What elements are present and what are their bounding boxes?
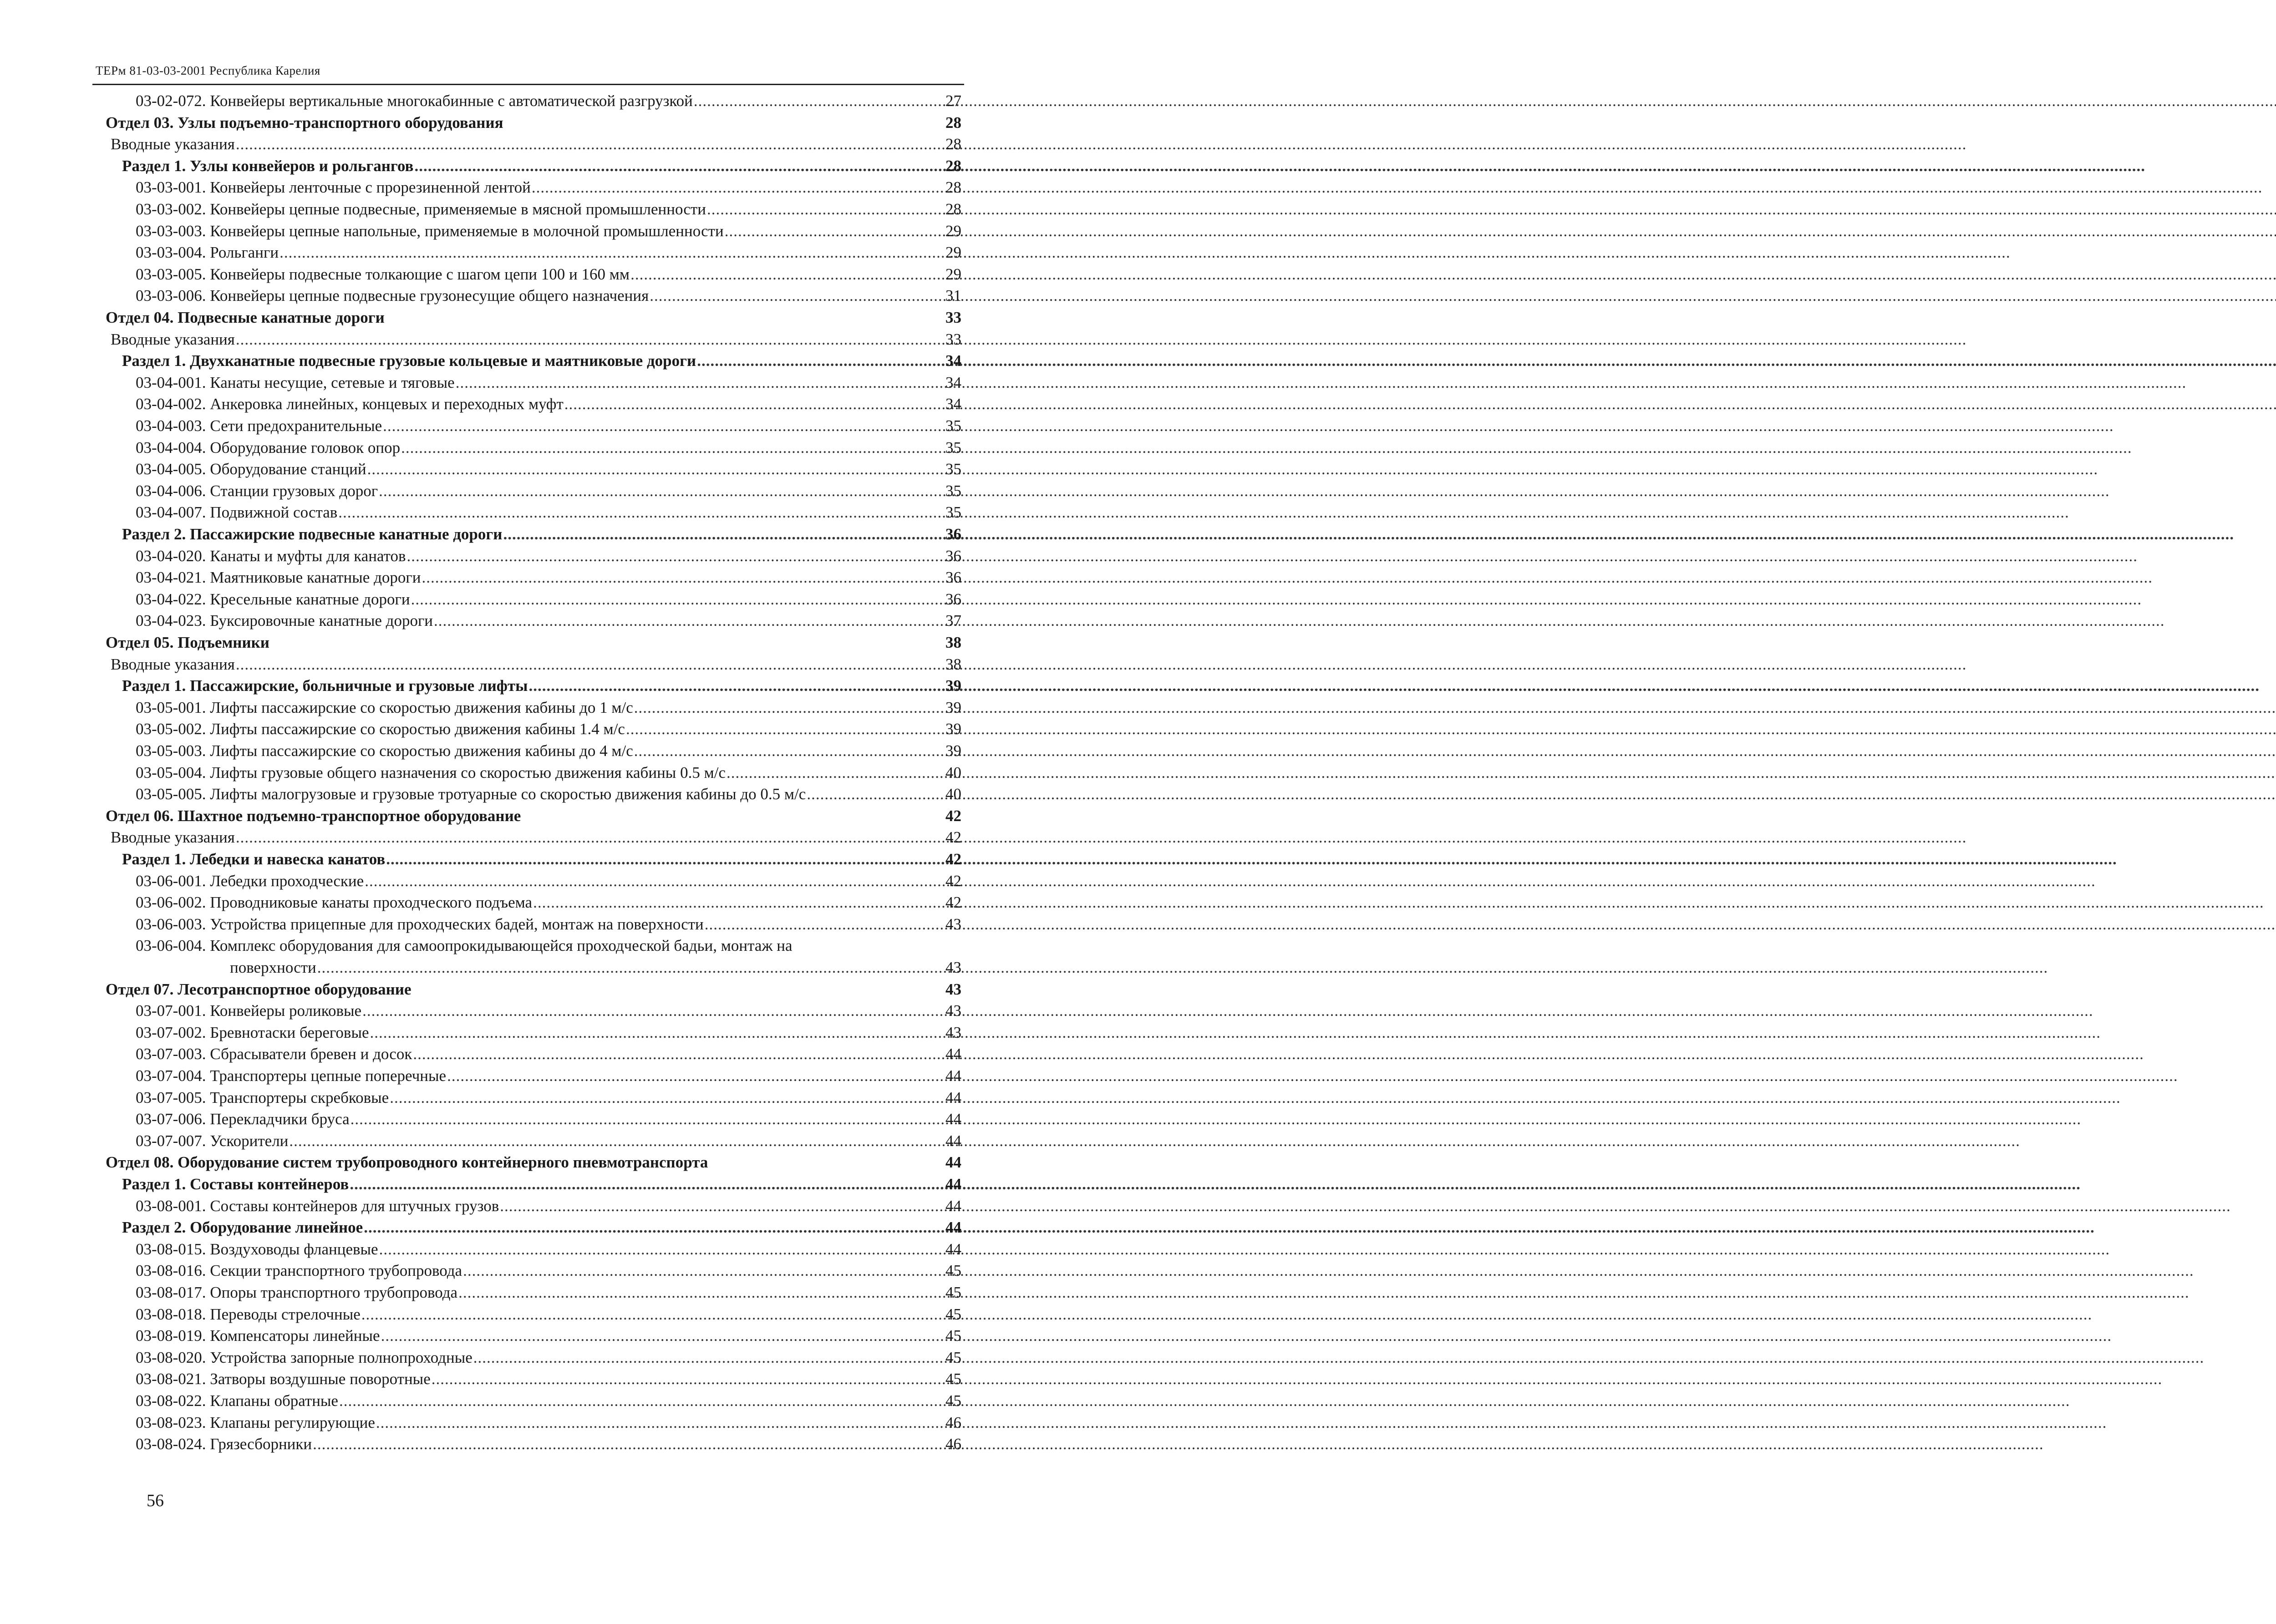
dot-leader <box>807 783 945 805</box>
toc-page-number: 28 <box>945 200 961 218</box>
toc-entry <box>136 90 961 112</box>
toc-entry-label: Раздел 2. Пассажирские подвесные канатные дороги <box>122 525 503 543</box>
toc-subsection-heading <box>122 523 961 545</box>
dot-leader <box>390 1087 945 1108</box>
toc-entry-label: 03-04-003. Сети предохранительные <box>136 417 382 435</box>
toc-page-number: 43 <box>945 1023 961 1041</box>
toc-page-number: 39 <box>945 698 961 716</box>
toc-page-number: 33 <box>945 330 961 348</box>
toc-entry <box>136 502 961 523</box>
dot-leader <box>726 762 945 783</box>
toc-entry-label: 03-03-003. Конвейеры цепные напольные, применяемые в молочной промышленности <box>136 222 724 240</box>
toc-page-number: 45 <box>945 1327 961 1345</box>
toc-page-number: 33 <box>945 309 961 326</box>
dot-leader <box>362 1000 945 1021</box>
toc-page-number: 34 <box>945 373 961 391</box>
dot-leader <box>434 610 945 631</box>
dot-leader <box>386 848 945 870</box>
toc-subsection-heading <box>122 1217 961 1238</box>
dot-leader <box>705 914 945 935</box>
dot-leader <box>529 675 945 696</box>
toc-entry-label: 03-07-001. Конвейеры роликовые <box>136 1002 362 1020</box>
toc-entry-label: 03-08-018. Переводы стрелочные <box>136 1305 361 1323</box>
toc-entry <box>136 1390 961 1411</box>
toc-subsection-heading <box>122 155 961 177</box>
dot-leader <box>381 1325 945 1346</box>
toc-entry-label: 03-04-023. Буксировочные канатные дороги <box>136 612 433 630</box>
toc-page-number: 42 <box>945 828 961 847</box>
dot-leader <box>383 415 945 436</box>
toc-entry-label: 03-08-021. Затворы воздушные поворотные <box>136 1370 431 1388</box>
toc-entry <box>136 567 961 588</box>
toc-page-number: 35 <box>945 503 961 522</box>
toc-entry-label: 03-04-020. Канаты и муфты для канатов <box>136 547 406 565</box>
toc-page-number: 29 <box>945 222 961 240</box>
toc-page-number: 44 <box>945 1218 961 1237</box>
dot-leader <box>694 90 945 112</box>
dot-leader <box>650 285 945 306</box>
toc-entry-label: 03-07-002. Бревнотаски береговые <box>136 1023 369 1041</box>
toc-page-number: 43 <box>945 1002 961 1020</box>
toc-page-number: 44 <box>945 1240 961 1258</box>
toc-entry-label: Раздел 1. Узлы конвейеров и рольгангов <box>122 157 414 175</box>
toc-page-number: 36 <box>945 525 961 543</box>
toc-page-number: 38 <box>945 634 961 651</box>
toc-page-number: 44 <box>945 1045 961 1063</box>
dot-leader <box>289 1130 945 1152</box>
toc-entry-label: Раздел 2. Оборудование линейное <box>122 1218 363 1237</box>
toc-entry <box>136 1304 961 1325</box>
dot-leader <box>379 1238 945 1260</box>
toc-entry-label: Раздел 1. Лебедки и навеска канатов <box>122 850 386 868</box>
toc-page-number: 29 <box>945 244 961 262</box>
toc-page-number: 29 <box>945 265 961 283</box>
toc-entry-label: 03-05-003. Лифты пассажирские со скоростью движения кабины до 4 м/с <box>136 742 633 760</box>
toc-page-number: 36 <box>945 568 961 587</box>
dot-leader <box>414 155 945 177</box>
toc-entry-label: Отдел 04. Подвесные канатные дороги <box>106 309 385 326</box>
toc-entry-label: 03-02-072. Конвейеры вертикальные многокабинные с автоматической разгрузкой <box>136 92 693 110</box>
dot-leader <box>456 372 945 393</box>
toc-page-number: 45 <box>945 1348 961 1366</box>
toc-page-number: 28 <box>945 135 961 153</box>
toc-entry-label: поверхности <box>230 959 316 976</box>
toc-entry-label: Вводные указания <box>111 828 235 847</box>
toc-section-heading <box>106 307 961 328</box>
toc-entry: 03-06-004. Комплекс оборудования для самоопрокидывающейся проходческой бадьи, монтаж на <box>136 937 793 955</box>
toc-entry <box>136 740 961 761</box>
toc-entry-label: Отдел 08. Оборудование систем трубопроводного контейнерного пневмотранспорта <box>106 1153 708 1172</box>
dot-leader <box>725 220 945 242</box>
toc-page-number: 44 <box>945 1153 961 1172</box>
toc-entry-label: 03-08-016. Секции транспортного трубопровода <box>136 1262 462 1280</box>
toc-page-number: 45 <box>945 1392 961 1410</box>
toc-page-number: 46 <box>945 1435 961 1453</box>
toc-page-number: 44 <box>945 1132 961 1150</box>
toc-page-number: 34 <box>945 395 961 413</box>
toc-entry-label: 03-04-004. Оборудование головок опор <box>136 438 401 457</box>
toc-entry-label: 03-03-004. Рольганги <box>136 244 279 262</box>
toc-page-number: 40 <box>945 763 961 782</box>
dot-leader <box>432 1368 945 1390</box>
toc-page-number: 27 <box>945 92 961 110</box>
toc-entry-label: 03-08-020. Устройства запорные полнопроходные <box>136 1348 472 1366</box>
toc-page-number: 42 <box>945 893 961 912</box>
toc-page-number: 28 <box>945 113 961 132</box>
toc-entry <box>111 654 961 675</box>
toc-page-number: 42 <box>945 807 961 825</box>
dot-leader <box>697 350 945 371</box>
toc-page-number: 40 <box>945 785 961 803</box>
dot-leader <box>364 1217 945 1238</box>
toc-entry <box>136 870 961 892</box>
toc-page-number: 34 <box>945 352 961 370</box>
toc-entry <box>136 1022 961 1043</box>
toc-section-heading <box>106 805 961 827</box>
toc-entry-label: 03-04-005. Оборудование станций <box>136 460 366 478</box>
toc-page-number: 39 <box>945 677 961 695</box>
toc-page-number: 36 <box>945 547 961 565</box>
toc-section-heading <box>106 112 961 133</box>
toc-page-number: 45 <box>945 1284 961 1301</box>
toc-entry <box>136 1087 961 1108</box>
dot-leader <box>350 1173 945 1195</box>
toc-entry-label: 03-08-024. Грязесборники <box>136 1435 312 1453</box>
toc-entry <box>136 610 961 631</box>
toc-entry-label: 03-08-017. Опоры транспортного трубопровода <box>136 1284 458 1301</box>
toc-subsection-heading <box>122 1173 961 1195</box>
toc-entry-label: 03-04-002. Анкеровка линейных, концевых и переходных муфт <box>136 395 564 413</box>
toc-page-number: 31 <box>945 287 961 305</box>
toc-entry <box>136 177 961 198</box>
dot-leader <box>630 264 945 285</box>
toc-entry-label: Вводные указания <box>111 135 235 153</box>
toc-entry-label: 03-08-022. Клапаны обратные <box>136 1392 338 1410</box>
toc-page-number: 42 <box>945 872 961 890</box>
toc-entry <box>136 762 961 783</box>
toc-entry-label: 03-04-006. Станции грузовых дорог <box>136 482 378 500</box>
toc-entry <box>136 545 961 567</box>
toc-entry-label: 03-08-019. Компенсаторы линейные <box>136 1327 380 1345</box>
toc-page-number: 28 <box>945 178 961 197</box>
toc-page-number: 35 <box>945 482 961 500</box>
toc-entry-label: 03-08-015. Воздуховоды фланцевые <box>136 1240 378 1258</box>
toc-entry <box>136 415 961 436</box>
toc-entry-label: 03-05-002. Лифты пассажирские со скоростью движения кабины 1.4 м/с <box>136 720 625 738</box>
toc-entry-label: 03-07-005. Транспортеры скребковые <box>136 1088 389 1106</box>
dot-leader <box>367 458 945 480</box>
toc-subsection-heading <box>122 675 961 696</box>
toc-entry-label: Отдел 06. Шахтное подъемно-транспортное оборудование <box>106 807 521 825</box>
dot-leader <box>279 242 945 263</box>
toc-entry-label: Раздел 1. Двухканатные подвесные грузовые кольцевые и маятниковые дороги <box>122 352 696 370</box>
toc-entry-label: 03-06-003. Устройства прицепные для проходческих бадей, монтаж на поверхности <box>136 915 704 933</box>
toc-entry-label: Отдел 07. Лесотранспортное оборудование <box>106 980 412 998</box>
dot-leader <box>447 1065 945 1086</box>
toc-entry-label: 03-04-007. Подвижной состав <box>136 503 338 522</box>
dot-leader <box>500 1195 945 1217</box>
toc-entry <box>136 198 961 220</box>
toc-entry <box>136 1065 961 1086</box>
toc-entry-label: Отдел 03. Узлы подъемно-транспортного оборудования <box>106 113 503 132</box>
toc-entry-label: 03-03-006. Конвейеры цепные подвесные грузонесущие общего назначения <box>136 287 649 305</box>
toc-page-number: 36 <box>945 590 961 608</box>
toc-page-number: 35 <box>945 460 961 478</box>
dot-leader <box>411 589 945 610</box>
toc-page-number: 44 <box>945 1110 961 1128</box>
toc-entry <box>111 329 961 350</box>
dot-leader <box>317 957 945 978</box>
toc-entry <box>111 133 961 155</box>
toc-entry <box>136 1000 961 1021</box>
toc-entry <box>136 285 961 306</box>
toc-entry-label: 03-07-004. Транспортеры цепные поперечные <box>136 1067 447 1085</box>
dot-leader <box>339 1390 945 1411</box>
toc-entry-label: Отдел 05. Подъемники <box>106 634 269 651</box>
toc-entry-label: 03-03-002. Конвейеры цепные подвесные, применяемые в мясной промышленности <box>136 200 706 218</box>
toc-entry-label: Вводные указания <box>111 330 235 348</box>
dot-leader <box>634 697 945 718</box>
toc-page-number: 28 <box>945 157 961 175</box>
dot-leader <box>532 177 945 198</box>
dot-leader <box>370 1022 945 1043</box>
toc-entry <box>136 697 961 718</box>
toc-entry <box>136 1130 961 1152</box>
dot-leader <box>361 1304 945 1325</box>
toc-entry <box>136 242 961 263</box>
toc-entry <box>136 1433 961 1455</box>
toc-entry-label: 03-08-023. Клапаны регулирующие <box>136 1413 375 1431</box>
toc-entry <box>136 393 961 415</box>
toc-page-number: 39 <box>945 720 961 738</box>
dot-leader <box>407 545 945 567</box>
dot-leader <box>236 329 945 350</box>
toc-entry-label: 03-08-001. Составы контейнеров для штучных грузов <box>136 1197 499 1215</box>
toc-page-number: 45 <box>945 1262 961 1280</box>
toc-entry-continuation <box>230 957 961 978</box>
dot-leader <box>458 1282 945 1303</box>
toc-entry <box>136 589 961 610</box>
dot-leader <box>707 198 945 220</box>
toc-entry <box>136 1195 961 1217</box>
toc-entry-label: Раздел 1. Составы контейнеров <box>122 1175 349 1193</box>
toc-page-number: 43 <box>945 980 961 998</box>
toc-page-number: 43 <box>945 959 961 976</box>
toc-entry <box>111 827 961 848</box>
toc-entry-label: 03-05-004. Лифты грузовые общего назначения со скоростью движения кабины 0.5 м/с <box>136 763 726 782</box>
toc-entry-label: 03-07-007. Ускорители <box>136 1132 289 1150</box>
dot-leader <box>379 480 945 502</box>
toc-entry <box>136 372 961 393</box>
toc-entry <box>136 892 961 913</box>
toc-page-number: 45 <box>945 1370 961 1388</box>
toc-entry-label: Раздел 1. Пассажирские, больничные и грузовые лифты <box>122 677 528 695</box>
toc-entry-label: 03-04-001. Канаты несущие, сетевые и тяговые <box>136 373 455 391</box>
toc-entry-label: 03-04-021. Маятниковые канатные дороги <box>136 568 421 587</box>
toc-section-heading <box>106 1152 961 1173</box>
dot-leader <box>236 827 945 848</box>
toc-subsection-heading <box>122 848 961 870</box>
dot-leader <box>236 654 945 675</box>
dot-leader <box>503 523 945 545</box>
toc-page-number: 35 <box>945 417 961 435</box>
toc-entry <box>136 264 961 285</box>
toc-entry-label: Вводные указания <box>111 655 235 673</box>
toc-entry <box>136 1043 961 1065</box>
toc-entry <box>136 480 961 502</box>
toc-page-number: 44 <box>945 1197 961 1215</box>
toc-page-number: 37 <box>945 612 961 630</box>
toc-page-number: 35 <box>945 438 961 457</box>
toc-page-number: 39 <box>945 742 961 760</box>
toc-entry-label: 03-04-022. Кресельные канатные дороги <box>136 590 410 608</box>
toc-page-number: 42 <box>945 850 961 868</box>
dot-leader <box>351 1108 945 1130</box>
toc-section-heading <box>106 979 961 1000</box>
toc-entry <box>136 1260 961 1281</box>
toc-entry-label: 03-07-003. Сбрасыватели бревен и досок <box>136 1045 412 1063</box>
toc-entry-label: 03-06-001. Лебедки проходческие <box>136 872 364 890</box>
toc-entry-label: 03-03-001. Конвейеры ленточные с прорезиненной лентой <box>136 178 531 197</box>
dot-leader <box>634 740 945 761</box>
toc-page-number: 45 <box>945 1305 961 1323</box>
dot-leader <box>365 870 945 892</box>
dot-leader <box>463 1260 945 1281</box>
toc-entry <box>136 1238 961 1260</box>
dot-leader <box>564 393 945 415</box>
toc-page-number: 44 <box>945 1175 961 1193</box>
toc-page-number: 43 <box>945 915 961 933</box>
toc-page-number: 44 <box>945 1067 961 1085</box>
header-rule <box>92 84 964 85</box>
toc-entry <box>136 1412 961 1433</box>
toc-entry <box>136 1325 961 1346</box>
toc-page-number: 46 <box>945 1413 961 1431</box>
running-header: ТЕРм 81-03-03-2001 Республика Карелия <box>96 64 320 77</box>
dot-leader <box>422 567 945 588</box>
dot-leader <box>413 1043 945 1065</box>
toc-subsection-heading <box>122 350 961 371</box>
dot-leader <box>401 437 945 458</box>
toc-entry <box>136 783 961 805</box>
toc-entry <box>136 220 961 242</box>
toc-page-number: 38 <box>945 655 961 673</box>
dot-leader <box>376 1412 945 1433</box>
toc-section-heading <box>106 632 961 653</box>
toc-entry <box>136 458 961 480</box>
dot-leader <box>236 133 945 155</box>
dot-leader <box>533 892 945 913</box>
toc-entry <box>136 437 961 458</box>
toc-entry <box>136 718 961 740</box>
toc-entry-label: 03-05-005. Лифты малогрузовые и грузовые тротуарные со скоростью движения кабины до 0.5 м/с <box>136 785 806 803</box>
toc-entry <box>136 914 961 935</box>
toc-entry <box>136 1347 961 1368</box>
toc-entry-label: 03-07-006. Перекладчики бруса <box>136 1110 350 1128</box>
toc-entry-label: 03-03-005. Конвейеры подвесные толкающие с шагом цепи 100 и 160 мм <box>136 265 630 283</box>
toc-entry-label: 03-05-001. Лифты пассажирские со скоростью движения кабины до 1 м/с <box>136 698 633 716</box>
toc-page-number: 44 <box>945 1088 961 1106</box>
dot-leader <box>313 1433 945 1455</box>
page-number: 56 <box>147 1491 164 1510</box>
toc-entry <box>136 1368 961 1390</box>
toc-entry-label: 03-06-002. Проводниковые канаты проходческого подъема <box>136 893 533 912</box>
dot-leader <box>338 502 945 523</box>
dot-leader <box>473 1347 945 1368</box>
dot-leader <box>626 718 945 740</box>
toc-entry <box>136 1282 961 1303</box>
toc-entry <box>136 1108 961 1130</box>
